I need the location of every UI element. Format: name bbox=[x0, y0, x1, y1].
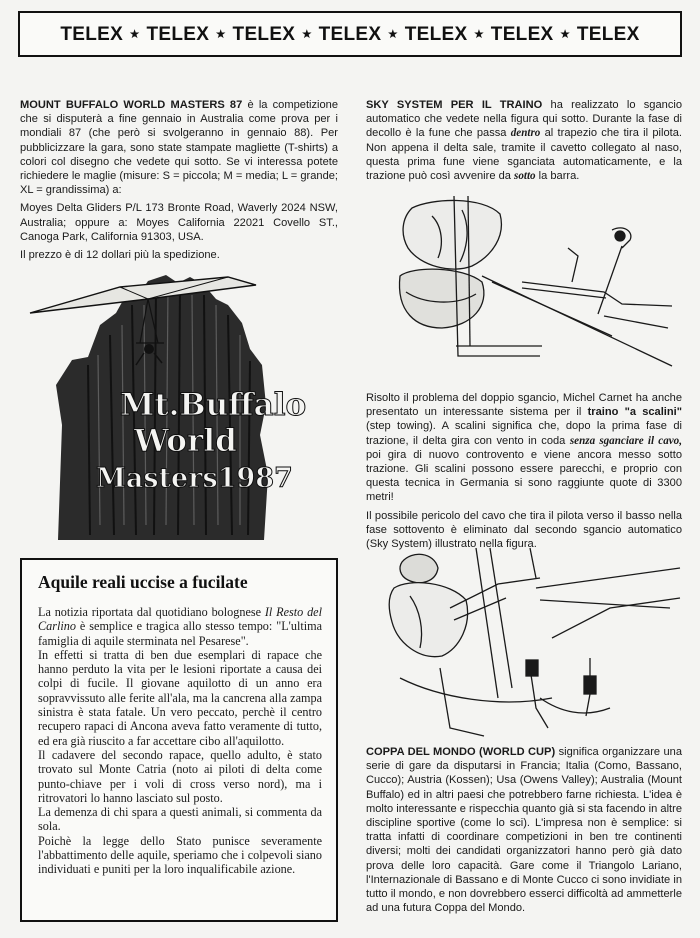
step-towing-text-c: poi gira di nuovo controvento e viene ancora messo sotto trazione. Gli scalini possono essere parecchi, e proprio con questa tecnica in Germania si sono raggiunte quote di 3300 metri! bbox=[366, 448, 682, 504]
world-cup-text: significa organizzare una serie di gare da disputarsi in Francia; Italia (Como, Bassano, Cucco); Austria (Kossen); Usa (Owens Valley); Australia (Mount Buffalo) ed in altri paesi che potrebbero farne richiesta. L'idea è molto interessante e rispecchia quanto già si sta facendo in altre discipline sportive (come lo sci). L'impresa non è semplice: si tratta infatti di coordinare competizioni in ben tre continenti diversi; molti dei candidati organizzatori hanno però già dato prova delle loro capacità. Gare come il Triangolo Lariano, l'Internazionale di Bassano e di Monte Cucco ci sono invidiate in tutto il mondo, e non dovrebbero esserci difficoltà ad ammetterle ad una futura Coppa del Mondo. bbox=[366, 746, 682, 915]
eagle-paragraph-2: In effetti si tratta di ben due esemplari di rapace che hanno perduto la vita per le lesioni riportate a causa dei colpi di fucile. Il giovane aquilotto di un anno era sopravvissuto alle ferite all'ala, ma la cancrena alla zampa sinistra è stata fatale. Un vero peccato, perchè il centro recupero rapaci di Ancona aveva fatto veramente di tutto, ed era già riuscito a far accettare cibo all'aquilotto. bbox=[38, 647, 322, 748]
left-article-heading: MOUNT BUFFALO WORLD MASTERS 87 bbox=[20, 99, 243, 111]
eagle-article-body bbox=[38, 605, 322, 877]
sky-system-article bbox=[366, 98, 682, 187]
eagle-article-title: Aquile reali uccise a fucilate bbox=[38, 572, 248, 592]
telex-banner bbox=[18, 11, 682, 57]
eagle-paragraph-5: Poichè la legge dello Stato punisce severamente l'abbattimento delle aquile, speriamo che i colpevoli siano individuati e puniti per la loro inqualificabile azione. bbox=[38, 833, 322, 877]
step-towing-bold: traino "a scalini" bbox=[587, 406, 682, 419]
left-article-paragraph-1 bbox=[20, 98, 338, 197]
step-towing-em: senza sganciare il cavo, bbox=[569, 434, 682, 447]
world-cup-article bbox=[366, 745, 682, 919]
world-cup-heading: COPPA DEL MONDO (WORLD CUP) bbox=[366, 746, 556, 758]
sky-system-text-a: ha realizzato lo sgancio automatico che vedete nella figura qui sotto. Durante la fase di decollo è la fune che passa bbox=[366, 99, 682, 140]
eagle-paragraph-1 bbox=[38, 605, 322, 648]
eagle-p1-newspaper: Il Resto del Carlino bbox=[38, 605, 322, 634]
left-article-paragraph-2: Moyes Delta Gliders P/L 173 Bronte Road, Waverly 2024 NSW, Australia; oppure a: Moyes California 22021 Covello ST., Canoga Park, California 91303, USA. bbox=[20, 202, 338, 243]
step-towing-paragraph-1 bbox=[366, 391, 682, 505]
step-towing-text-b: (step towing). A scalini significa che, dopo la prima fase di trazione, il delta gira con vento in coda bbox=[366, 420, 682, 447]
sky-system-text-c: la barra. bbox=[535, 170, 580, 183]
sky-system-heading: SKY SYSTEM PER IL TRAINO bbox=[366, 99, 543, 111]
eagle-paragraph-4: La demenza di chi spara a questi animali, si commenta da sola. bbox=[38, 805, 322, 834]
tow-release-illustration bbox=[372, 196, 682, 376]
second-release-illustration bbox=[380, 548, 680, 738]
eagle-article-box bbox=[20, 558, 338, 922]
illustration-line-1: Mt.Buffalo bbox=[120, 387, 307, 423]
sky-system-em-a: dentro bbox=[510, 127, 541, 140]
eagle-paragraph-3: Il cadavere del secondo rapace, quello adulto, è stato trovato sul Monte Catria (noto ai piloti di delta come punto-chiave per i voli di cross verso nord), ma i ritrovatori lo hanno lasciato sul posto. bbox=[38, 747, 322, 805]
step-towing-article bbox=[366, 391, 682, 555]
left-article-text-1: è la competizione che si disputerà a fine gennaio in Australia come prova per i mondiali 87 (che però si svolgeranno in gennaio 88). Per pubblicizzare la gara, sono state stampate magliette (T-shirts) a colori col disegno che vedete qui sotto. Se vi interessa potete richiedere le maglie (misure: S = piccola; M = media; L = grande; XL = grandissima) a: bbox=[20, 99, 339, 197]
mt-buffalo-illustration bbox=[28, 265, 328, 545]
illustration-line-2: World bbox=[134, 423, 237, 459]
world-cup-paragraph bbox=[366, 745, 682, 915]
left-article-paragraph-3: Il prezzo è di 12 dollari più la spedizione. bbox=[20, 249, 220, 262]
step-towing-text-a: Risolto il problema del doppio sgancio, Michel Carnet ha anche presentato un interessante sistema per il bbox=[366, 392, 682, 419]
left-article bbox=[20, 98, 338, 266]
eagle-p1-text-a: La notizia riportata dal quotidiano bolognese bbox=[38, 605, 265, 619]
illustration-line-3: Masters1987 bbox=[96, 463, 293, 494]
sky-system-text-b: al trapezio che tira il pilota. Non appena il delta sale, tramite il cavetto collegato al naso, questa prima fune viene sganciata automaticamente, e la trazione può così avvenire da bbox=[366, 127, 682, 183]
sky-system-paragraph bbox=[366, 98, 682, 183]
step-towing-paragraph-2: Il possibile pericolo del cavo che tira il pilota verso il basso nella fase sottovento è eliminato dal secondo sgancio automatico (Sky System) illustrato nella figura. bbox=[366, 509, 682, 551]
sky-system-em-b: sotto bbox=[514, 170, 536, 183]
eagle-p1-text-b: è semplice e tragica allo stesso tempo: "L'ultima famiglia di aquile sterminata nel Pesarese". bbox=[38, 619, 322, 648]
telex-banner-text: TELEX ⋆ TELEX ⋆ TELEX ⋆ TELEX ⋆ TELEX ⋆ TELEX ⋆ TELEX bbox=[60, 23, 640, 45]
